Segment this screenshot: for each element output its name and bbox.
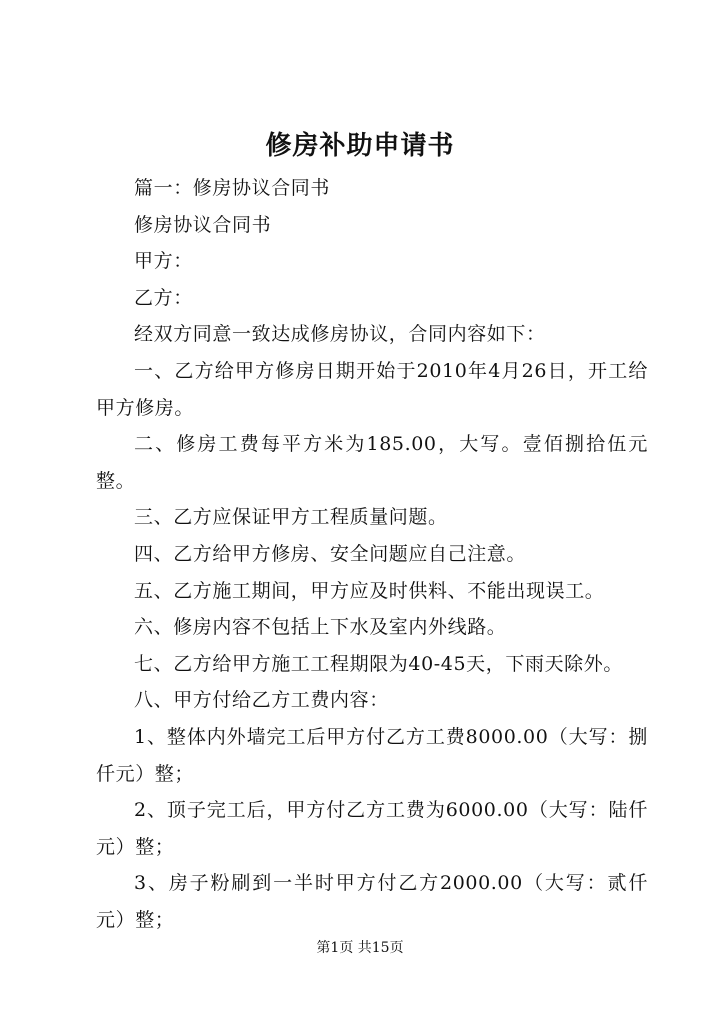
document-body [96, 170, 648, 938]
paragraph-party-a: 甲方： [134, 250, 193, 273]
paragraph-clause-2: 二、修房工费每平方米为185.00，大写。壹佰捌拾伍元整。 [96, 433, 648, 492]
paragraph-clause-1: 一、乙方给甲方修房日期开始于2010年4月26日，开工给甲方修房。 [96, 359, 648, 419]
paragraph-clause-4: 四、乙方给甲方修房、安全问题应自己注意。 [134, 542, 527, 565]
paragraph-payment-3: 3、房子粉刷到一半时甲方付乙方2000.00（大写：贰仟元）整； [96, 872, 648, 931]
document-title: 修房补助申请书 [265, 131, 455, 161]
paragraph-party-b: 乙方： [134, 286, 193, 309]
paragraph-section-heading: 篇一：修房协议合同书 [134, 177, 331, 199]
paragraph-clause-6: 六、修房内容不包括上下水及室内外线路。 [134, 616, 507, 639]
paragraph-clause-5: 五、乙方施工期间，甲方应及时供料、不能出现误工。 [134, 579, 605, 602]
paragraph-clause-3: 三、乙方应保证甲方工程质量问题。 [134, 506, 448, 529]
page-number-footer: 第1页 共15页 [316, 940, 404, 956]
paragraph-contract-title: 修房协议合同书 [134, 213, 272, 236]
paragraph-intro: 经双方同意一致达成修房协议，合同内容如下： [134, 323, 546, 346]
paragraph-clause-8: 八、甲方付给乙方工费内容： [134, 689, 389, 712]
paragraph-clause-7: 七、乙方给甲方施工工程期限为40-45天，下雨天除外。 [134, 652, 623, 675]
paragraph-payment-2: 2、顶子完工后，甲方付乙方工费为6000.00（大写：陆仟元）整； [96, 799, 648, 858]
paragraph-payment-1: 1、整体内外墙完工后甲方付乙方工费8000.00（大写：捌仟元）整； [96, 725, 648, 785]
